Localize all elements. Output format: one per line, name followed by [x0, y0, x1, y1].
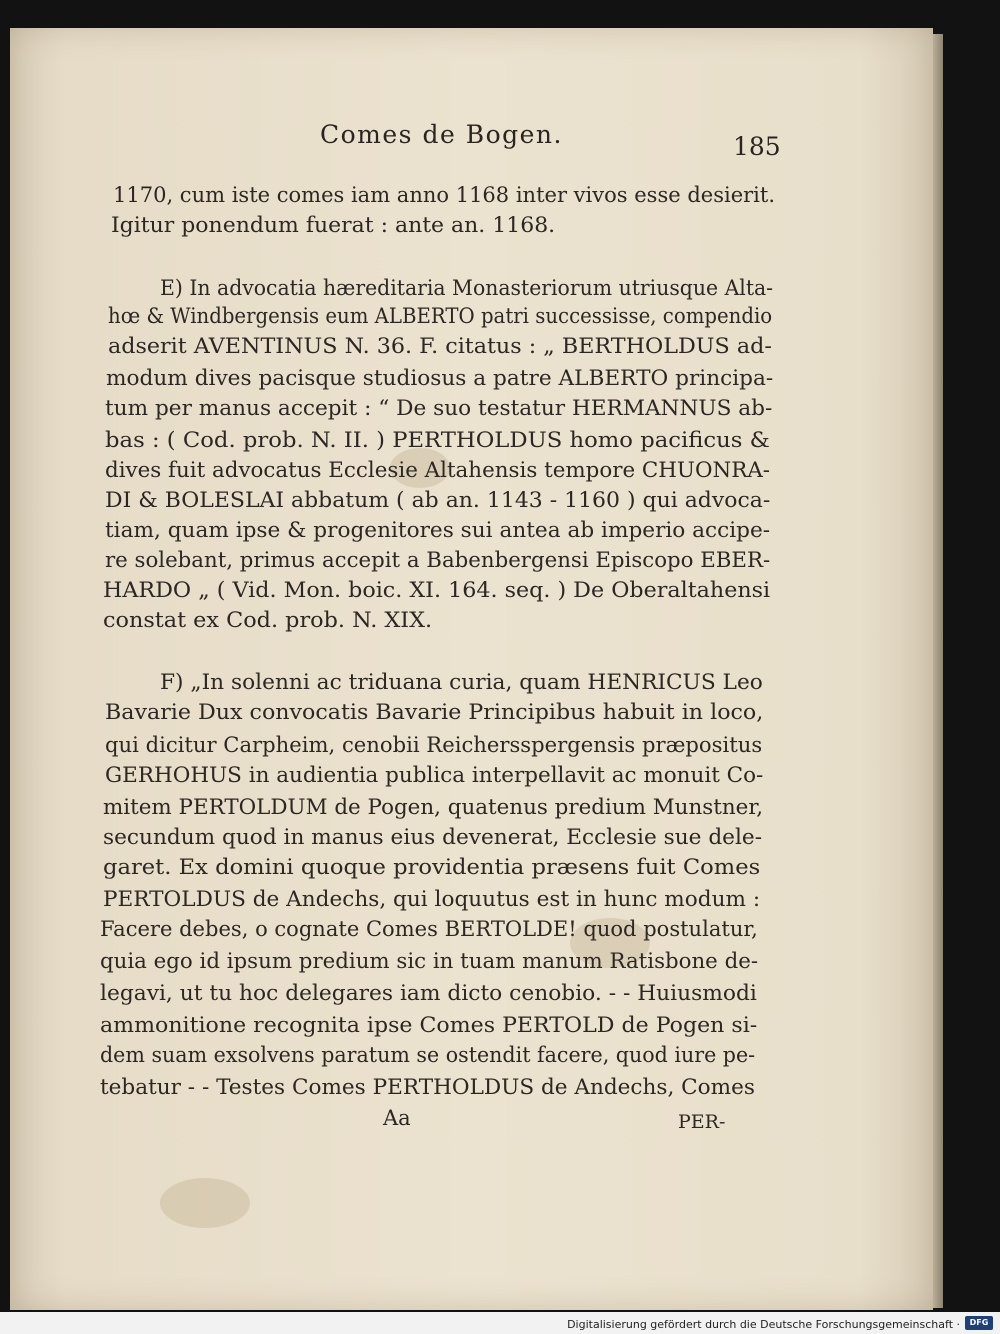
text-line-content: constat ex Cod. prob. N. XIX.: [103, 608, 433, 633]
text-line-content: tebatur - - Testes Comes PERTHOLDUS de Andechs, Comes: [100, 1075, 755, 1100]
text-line: [103, 797, 763, 819]
text-line-content: modum dives pacisque studiosus a patre ALBERTO principa-: [106, 366, 774, 391]
text-line: [105, 460, 770, 482]
text-line-content: adserit AVENTINUS N. 36. F. citatus : „ BERTHOLDUS ad-: [108, 334, 772, 359]
text-line: [100, 951, 758, 973]
text-line: [108, 306, 772, 328]
text-line-content: dives fuit advocatus Ecclesie Altahensis tempore CHUONRA-: [105, 458, 771, 483]
text-line-content: re solebant, primus accepit a Babenbergensi Episcopo EBER-: [105, 548, 771, 573]
text-line-content: dem suam exsolvens paratum se ostendit facere, quod iure pe-: [100, 1043, 756, 1068]
text-line: [105, 550, 770, 572]
text-line: [103, 610, 432, 632]
text-line-content: E) In advocatia hæreditaria Monasteriorum utriusque Alta-: [160, 276, 774, 301]
text-line-content: qui dicitur Carpheim, cenobii Reichersspergensis præpositus: [105, 733, 763, 758]
text-line-content: GERHOHUS in audientia publica interpellavit ac monuit Co-: [105, 763, 764, 788]
text-line: [105, 765, 763, 787]
text-line: [103, 827, 762, 849]
text-line: [160, 278, 773, 300]
text-line: [105, 735, 762, 757]
text-line-content: mitem PERTOLDUM de Pogen, quatenus predium Munstner,: [103, 795, 764, 820]
text-line: [106, 368, 773, 390]
text-line-content: Facere debes, o cognate Comes BERTOLDE! quod postulatur,: [100, 917, 758, 942]
text-line-content: DI & BOLESLAI abbatum ( ab an. 1143 - 1160 ) qui advoca-: [105, 488, 771, 513]
signature-mark: Aa: [383, 1106, 411, 1130]
text-line-content: 1170, cum iste comes iam anno 1168 inter vivos esse desierit.: [113, 183, 776, 208]
text-line: [105, 430, 770, 452]
text-line: [100, 919, 758, 941]
text-line: [113, 185, 775, 207]
text-line-content: hœ & Windbergensis eum ALBERTO patri successisse, compendio: [108, 304, 773, 329]
text-line-content: bas : ( Cod. prob. N. II. ) PERTHOLDUS homo pacificus &: [105, 428, 770, 453]
text-line: [103, 857, 760, 879]
text-line: [105, 398, 772, 420]
text-line-content: quia ego id ipsum predium sic in tuam manum Ratisbone de-: [100, 949, 759, 974]
text-line-content: legavi, ut tu hoc delegares iam dicto cenobio. - - Huiusmodi: [100, 981, 757, 1006]
text-line: [160, 672, 763, 694]
text-line: [103, 889, 760, 911]
catchword: PER-: [678, 1111, 726, 1133]
running-title: Comes de Bogen.: [320, 120, 563, 149]
text-line: [100, 1045, 755, 1067]
text-line-content: secundum quod in manus eius devenerat, Ecclesie sue dele-: [103, 825, 763, 850]
page-edge: [933, 34, 943, 1308]
dfg-logo: DFG: [965, 1316, 993, 1330]
text-line-content: Bavarie Dux convocatis Bavarie Principibus habuit in loco,: [105, 700, 764, 725]
page-number: 185: [733, 132, 781, 161]
text-line-content: ammonitione recognita ipse Comes PERTOLD de Pogen si-: [100, 1013, 758, 1038]
text-line: [108, 336, 772, 358]
text-line: [105, 520, 770, 542]
text-line-content: garet. Ex domini quoque providentia præsens fuit Comes: [103, 855, 761, 880]
paper-stain: [160, 1178, 250, 1228]
text-line: [100, 983, 757, 1005]
text-line: [100, 1015, 757, 1037]
text-line-content: HARDO „ ( Vid. Mon. boic. XI. 164. seq. ) De Oberaltahensi: [103, 578, 771, 603]
text-line: [111, 215, 555, 237]
text-line-content: tiam, quam ipse & progenitores sui antea ab imperio accipe-: [105, 518, 771, 543]
text-line-content: PERTOLDUS de Andechs, qui loquutus est in hunc modum :: [103, 887, 761, 912]
text-line-content: tum per manus accepit : “ De suo testatur HERMANNUS ab-: [105, 396, 773, 421]
text-line: [105, 702, 763, 724]
text-line: [105, 490, 770, 512]
text-line-content: Igitur ponendum fuerat : ante an. 1168.: [111, 213, 556, 238]
footer-credit: Digitalisierung gefördert durch die Deutsche Forschungsgemeinschaft ·: [567, 1318, 960, 1331]
text-line-content: F) „In solenni ac triduana curia, quam HENRICUS Leo: [160, 670, 763, 695]
text-line: [103, 580, 770, 602]
text-line: [100, 1077, 755, 1099]
